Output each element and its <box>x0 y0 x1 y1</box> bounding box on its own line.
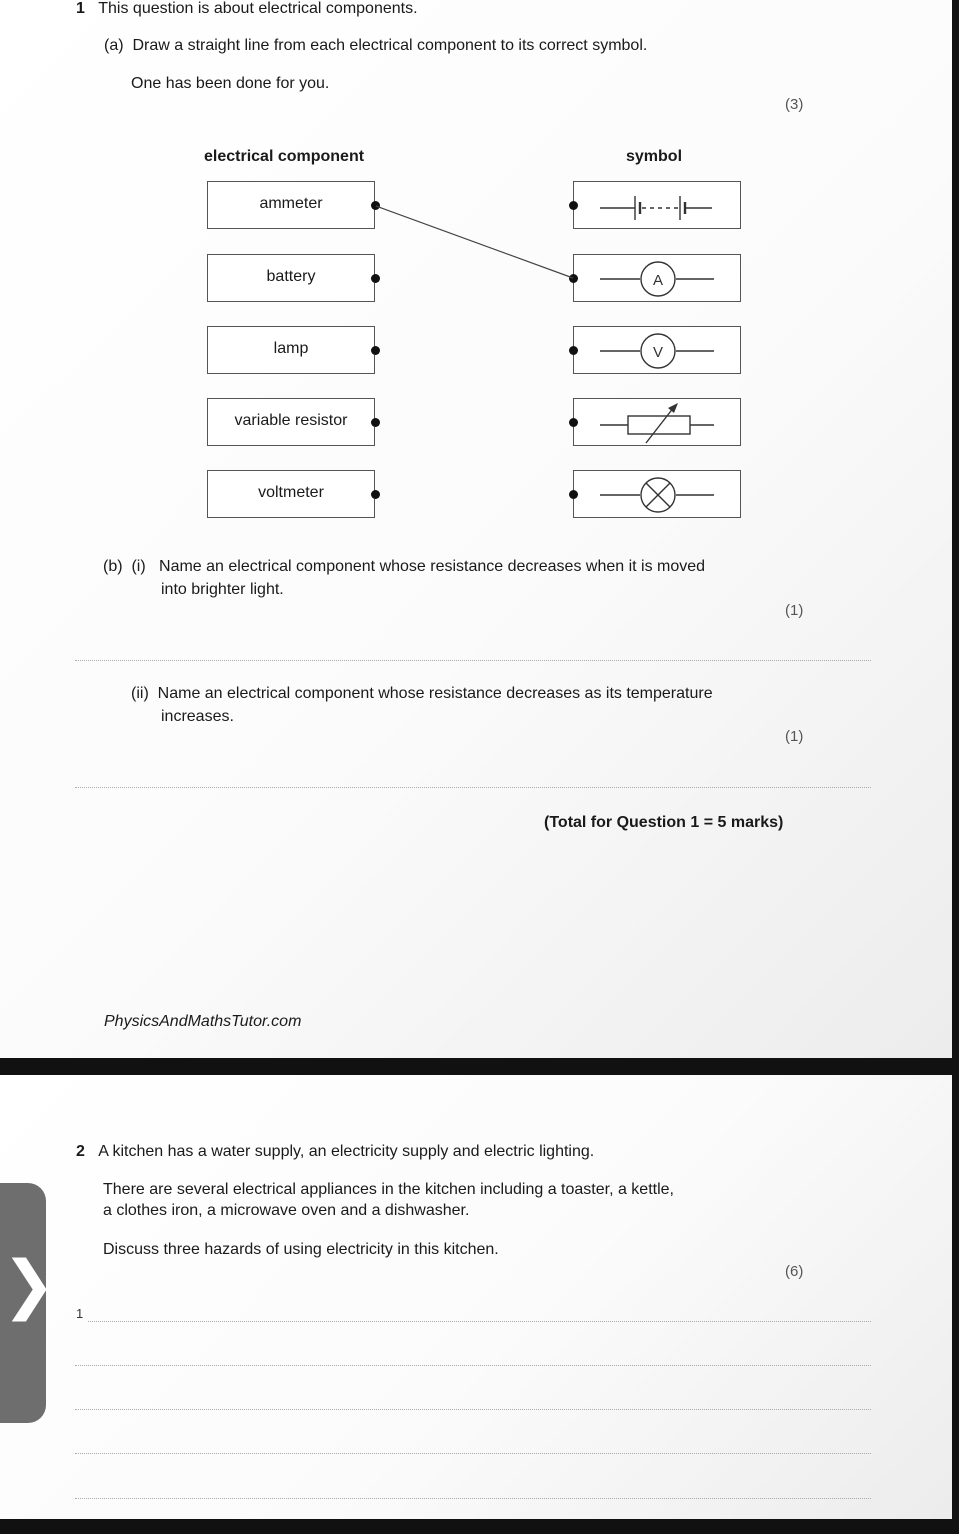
q1b-i-question-line2: into brighter light. <box>161 581 284 598</box>
q1b-ii-marks: (1) <box>785 728 804 745</box>
answer-line[interactable] <box>75 787 871 788</box>
symbol-box-ammeter <box>573 254 741 302</box>
component-label: lamp <box>273 340 309 357</box>
ammeter-symbol-icon <box>594 255 722 303</box>
connect-dot-symbol-variable-resistor[interactable] <box>569 418 578 427</box>
variable-resistor-symbol-icon <box>594 399 722 447</box>
connect-dot-ammeter[interactable] <box>371 201 380 210</box>
component-label: voltmeter <box>258 484 324 501</box>
heading-symbol: symbol <box>626 148 683 165</box>
answer-line[interactable] <box>75 660 871 661</box>
component-box-lamp <box>207 326 375 374</box>
lamp-symbol-icon <box>594 471 722 519</box>
q1b-ii-question-line1: (ii) Name an electrical component whose resistance decreases as its temperature <box>131 685 713 702</box>
connect-dot-voltmeter[interactable] <box>371 490 380 499</box>
voltmeter-letter: V <box>652 344 664 361</box>
connect-dot-battery[interactable] <box>371 274 380 283</box>
symbol-box-variable-resistor <box>573 398 741 446</box>
q1a-instruction: (a) Draw a straight line from each electrical component to its correct symbol. <box>104 37 648 54</box>
connect-dot-symbol-ammeter[interactable] <box>569 274 578 283</box>
side-nav-tab[interactable] <box>0 1183 56 1423</box>
component-label: ammeter <box>259 195 323 212</box>
connect-dot-lamp[interactable] <box>371 346 380 355</box>
connect-dot-symbol-lamp[interactable] <box>569 490 578 499</box>
answer-line[interactable] <box>75 1498 871 1499</box>
exam-page-2 <box>0 1075 952 1519</box>
q2-line1: 2 A kitchen has a water supply, an electricity supply and electric lighting. <box>76 1143 595 1160</box>
component-box-variable-resistor <box>207 398 375 446</box>
symbol-box-voltmeter <box>573 326 741 374</box>
component-box-battery <box>207 254 375 302</box>
chevron-right-icon[interactable]: ❯ <box>2 1248 56 1322</box>
q1-total-marks: (Total for Question 1 = 5 marks) <box>544 814 784 831</box>
q1b-i-question-line1: (b) (i) Name an electrical component whose resistance decreases when it is moved <box>103 558 706 575</box>
component-box-ammeter <box>207 181 375 229</box>
ammeter-letter: A <box>652 272 664 289</box>
battery-symbol-icon <box>594 182 722 230</box>
q1-heading: 1 This question is about electrical components. <box>76 0 418 17</box>
voltmeter-symbol-icon <box>594 327 722 375</box>
q2-marks: (6) <box>785 1263 804 1280</box>
symbol-box-battery <box>573 181 741 229</box>
answer-line[interactable] <box>75 1409 871 1410</box>
component-label: variable resistor <box>234 412 348 429</box>
answer-line[interactable] <box>75 1365 871 1366</box>
answer-line[interactable] <box>75 1453 871 1454</box>
component-box-voltmeter <box>207 470 375 518</box>
heading-electrical-component: electrical component <box>204 148 365 165</box>
answer-number-label: 1 <box>76 1306 84 1321</box>
q2-line2: There are several electrical appliances in the kitchen including a toaster, a kettle, <box>103 1181 674 1198</box>
connect-dot-variable-resistor[interactable] <box>371 418 380 427</box>
footer-brand: PhysicsAndMathsTutor.com <box>104 1013 302 1030</box>
q2-line4: Discuss three hazards of using electricity in this kitchen. <box>103 1241 499 1258</box>
q1a-note: One has been done for you. <box>131 75 330 92</box>
q1b-ii-question-line2: increases. <box>161 708 234 725</box>
component-label: battery <box>266 268 316 285</box>
connect-dot-symbol-voltmeter[interactable] <box>569 346 578 355</box>
q1b-i-marks: (1) <box>785 602 804 619</box>
connect-dot-symbol-battery[interactable] <box>569 201 578 210</box>
q1a-marks: (3) <box>785 96 804 113</box>
symbol-box-lamp <box>573 470 741 518</box>
q2-line3: a clothes iron, a microwave oven and a dishwasher. <box>103 1202 470 1219</box>
answer-line[interactable] <box>88 1321 871 1322</box>
